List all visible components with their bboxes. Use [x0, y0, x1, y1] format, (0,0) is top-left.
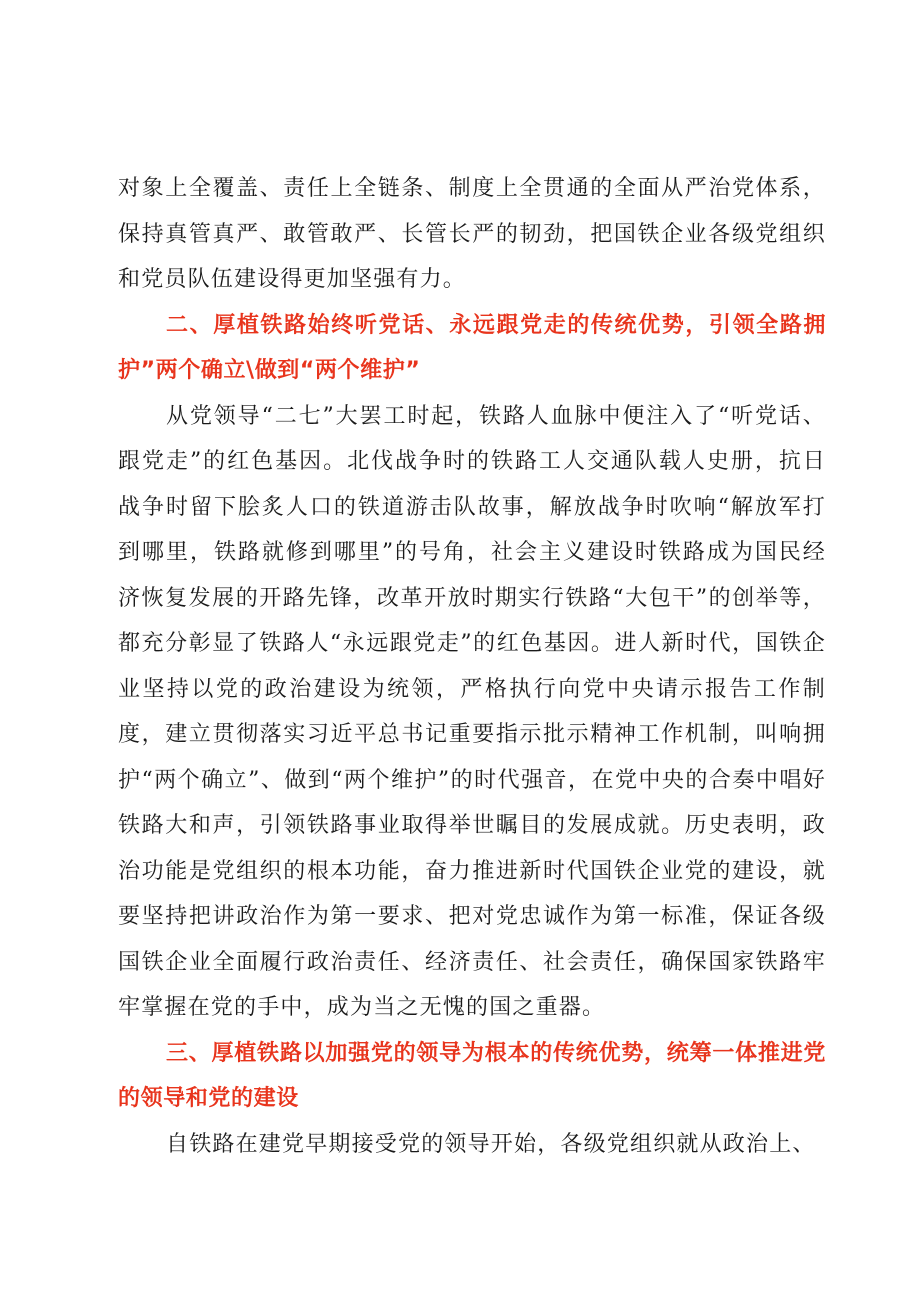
paragraph-section-2: 从党领导“二七”大罢工时起，铁路人血脉中便注入了“听党话、跟党走”的红色基因。北伐战争时的铁路工人交通队载人史册，抗日战争时留下脍炙人口的铁道游击队故事，解放战争时吹响“解放军打到哪里，铁路就修到哪里”的号角，社会主义建设时铁路成为国民经济恢复发展的开路先锋，改革开放时期实行铁路“大包干”的创举等，都充分彰显了铁路人“永远跟党走”的红色基因。进人新时代，国铁企业坚持以党的政治建设为统领，严格执行向党中央请示报告工作制度，建立贯彻落实习近平总书记重要指示批示精神工作机制，叫响拥护“两个确立”、做到“两个维护”的时代强音，在党中央的合奏中唱好铁路大和声，引领铁路事业取得举世瞩目的发展成就。历史表明，政治功能是党组织的根本功能，奋力推进新时代国铁企业党的建设，就要坚持把讲政治作为第一要求、把对党忠诚作为第一标准，保证各级国铁企业全面履行政治责任、经济责任、社会责任，确保国家铁路牢牢掌握在党的手中，成为当之无愧的国之重器。	[118, 403, 826, 1020]
document-body	[118, 166, 826, 1167]
paragraph-continued: 对象上全覆盖、责任上全链条、制度上全贯通的全面从严治党体系，保持真管真严、敢管敢严、长管长严的韧劲，把国铁企业各级党组织和党员队伍建设得更加坚强有力。	[118, 176, 826, 292]
section-heading-3: 三、厚植铁路以加强党的领导为根本的传统优势，统筹一体推进党的领导和党的建设	[118, 1040, 826, 1111]
paragraph-section-3-start: 自铁路在建党早期接受党的领导开始，各级党组织就从政治上、	[166, 1131, 816, 1157]
section-heading-2: 二、厚植铁路始终听党话、永远跟党走的传统优势，引领全路拥护”两个确立\做到“两个维护”	[118, 312, 826, 383]
